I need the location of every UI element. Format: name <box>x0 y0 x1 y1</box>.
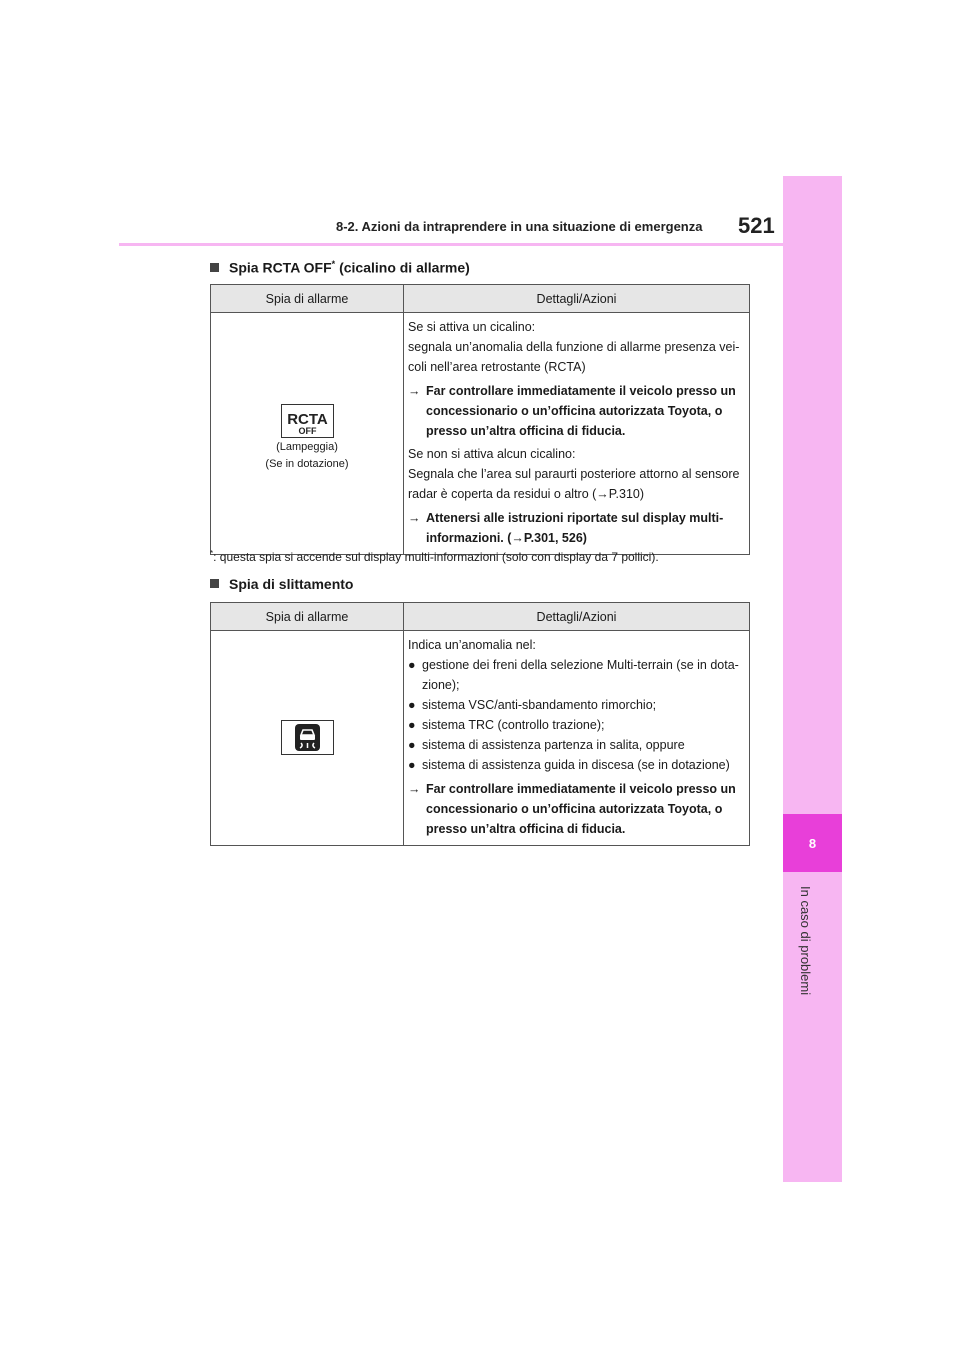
page-reference-link[interactable]: P.310) <box>608 487 645 501</box>
table-row <box>211 313 750 555</box>
buzzer-off-label: Se non si attiva alcun cicalino: <box>408 447 576 461</box>
details-cell <box>404 631 750 846</box>
sensor-covered-text-cont: radar è coperta da residui o altro (→P.310) <box>408 487 645 501</box>
col-header-indicator: Spia di allarme <box>211 603 404 631</box>
arrow-icon: → <box>408 511 421 525</box>
table-header-row <box>211 285 750 313</box>
section-title-slip: Spia di slittamento <box>210 576 353 592</box>
list-item: ● sistema di assistenza partenza in salita, oppure <box>408 735 744 755</box>
icon-caption-equipped: (Se in dotazione) <box>265 457 349 470</box>
arrow-icon: → <box>596 487 609 501</box>
list-item: ● gestione dei freni della selezione Multi-terrain (se in dota- zione); <box>408 655 744 695</box>
svg-text:RCTA: RCTA <box>286 410 328 428</box>
header-section-title: 8-2. Azioni da intraprendere in una situazione di emergenza <box>336 219 703 234</box>
col-header-details: Dettagli/Azioni <box>404 603 750 631</box>
indicator-cell <box>211 631 404 846</box>
arrow-icon: → <box>511 531 524 545</box>
page-reference-link[interactable]: P.301, 526) <box>523 531 587 545</box>
bullet-icon: ● <box>408 738 416 752</box>
malfunction-intro: Indica un’anomalia nel: <box>408 638 536 652</box>
action-instruction: → Far controllare immediatamente il veicolo presso un concessionario o un’officina autorizzata Toyota, o presso un’altra officina di fiducia. <box>408 779 744 839</box>
icon-caption-blink: (Lampeggia) <box>276 440 338 453</box>
list-item: ● sistema TRC (controllo trazione); <box>408 715 744 735</box>
header-divider <box>119 243 783 246</box>
page-number: 521 <box>738 213 775 238</box>
rcta-warning-table <box>210 284 750 555</box>
table-row <box>211 631 750 846</box>
slip-indicator-icon <box>281 720 334 755</box>
list-item: ● sistema VSC/anti-sbandamento rimorchio; <box>408 695 744 715</box>
chapter-side-tab <box>783 176 842 1182</box>
table-header-row <box>211 603 750 631</box>
square-bullet-icon <box>210 263 219 272</box>
bullet-icon: ● <box>408 658 416 672</box>
chapter-number: 8 <box>783 814 842 872</box>
section-title-rcta: Spia RCTA OFF* (cicalino di allarme) <box>210 259 470 276</box>
slip-warning-table <box>210 602 750 846</box>
action-instruction: → Far controllare immediatamente il veicolo presso un concessionario o un’officina autorizzata Toyota, o presso un’altra officina di fiducia. <box>408 381 744 441</box>
square-bullet-icon <box>210 579 219 588</box>
rcta-malfunction-text: segnala un’anomalia della funzione di allarme presenza vei- <box>408 340 740 354</box>
rcta-malfunction-text-cont: coli nell’area retrostante (RCTA) <box>408 360 586 374</box>
footnote: *: questa spia si accende sul display multi-informazioni (solo con display da 7 pollici). <box>210 549 659 564</box>
list-item: ● sistema di assistenza guida in discesa (se in dotazione) <box>408 755 744 775</box>
arrow-icon: → <box>408 384 421 398</box>
bullet-icon: ● <box>408 698 416 712</box>
bullet-icon: ● <box>408 718 416 732</box>
col-header-details: Dettagli/Azioni <box>404 285 750 313</box>
buzzer-on-label: Se si attiva un cicalino: <box>408 320 536 334</box>
rcta-off-icon <box>281 404 334 438</box>
col-header-indicator: Spia di allarme <box>211 285 404 313</box>
chapter-label: In caso di problemi <box>798 886 813 996</box>
details-cell <box>404 313 750 555</box>
svg-text:OFF: OFF <box>298 425 316 436</box>
indicator-cell <box>211 313 404 555</box>
action-instruction: → Attenersi alle istruzioni riportate sul display multi- informazioni. (→P.301, 526) <box>408 508 744 548</box>
arrow-icon: → <box>408 782 421 796</box>
sensor-covered-text: Segnala che l’area sul paraurti posteriore attorno al sensore <box>408 467 740 481</box>
bullet-icon: ● <box>408 758 416 772</box>
